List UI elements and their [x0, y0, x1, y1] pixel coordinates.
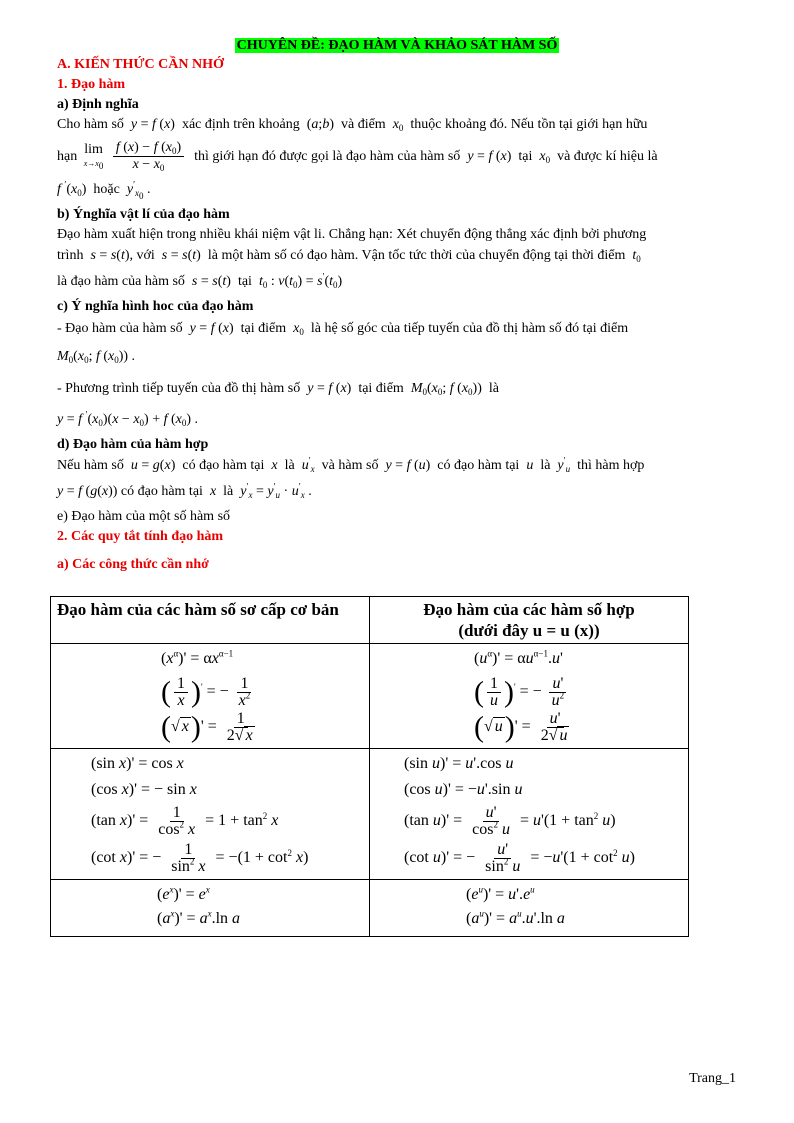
table-row-trig [51, 749, 689, 880]
definition-text-1: Cho hàm số y = f (x) xác định trên khoảng (a;b) và điểm $x_0$ thuộc khoảng đó. Nếu tồn tại giới hạn hữu [57, 117, 648, 133]
cell-exp-composite: $(e^u)' = u'.e^u$ $(a^u)' = a^u.u'.\ln$ a [370, 880, 689, 937]
geometry-text-1: - Đạo hàm của hàm số y = f (x) tại điểm $x_0$ là hệ số góc của tiếp tuyến của đồ thị hàm số đó tại điểm [57, 321, 629, 337]
subsection-formulas: a) Các công thức cần nhớ [57, 557, 209, 572]
subsection-composite: d) Đạo hàm của hàm hợp [57, 437, 209, 452]
subsection-some-functions: e) Đạo hàm của một số hàm số [57, 509, 231, 524]
geometry-text-4: y = f $'(x_0)(x - x_0) + f$ $(x_0)$ . [57, 409, 199, 428]
geometry-text-2: $M_0(x_0$; f $(x_0)$) . [57, 349, 136, 365]
table-header-composite-line2: (dưới đây u = u (x)) [458, 621, 600, 640]
page-number: Trang_1 [689, 1071, 736, 1086]
definition-text-2: hạn lim $x\to x_0$ $\frac{f (x) - f (x_0)}{x - x_0}$ thì giới hạn đó được gọi là đạo hàm của hàm số y = f (x) tại $x_0$ và được kí hiệu là [57, 140, 658, 174]
section-1-heading: 1. Đạo hàm [57, 77, 126, 92]
subsection-physics: b) Ýnghĩa vật lí của đạo hàm [57, 207, 230, 222]
table-header-row [51, 597, 689, 644]
table-row-exp [51, 880, 689, 937]
section-2-heading: 2. Các quy tắt tính đạo hàm [57, 529, 224, 544]
subsection-geometry: c) Ý nghĩa hình hoc của đạo hàm [57, 299, 254, 314]
table-row-power [51, 644, 689, 749]
cell-trig-basic: (sin x)' = cos x (cos x)' = − sin x (tan x)' = $\frac{1}{\cos^2 x}$ = $1 + \tan^2 x$ (cot x)' = − $\frac{1}{\sin^2 x}$ = $-(1 + \cot^2 x)$ [51, 749, 370, 880]
table-header-basic: Đạo hàm của các hàm số sơ cấp cơ bản [51, 597, 370, 644]
cell-trig-composite: (sin u)' = u'.cos u (cos u)' = −u'.sin u (tan u)' = $\frac{u'}{\cos^2 u}$ = $u'(1 + \tan^2 u)$ (cot u)' = − $\frac{u'}{\sin^2 u}$ = $-u'(1 + \cot^2 u)$ [370, 749, 689, 880]
composite-text-2: y = f (g(x)) có đạo hàm tại x là $y'_x = y'_u \cdot u'_x$ . [57, 481, 312, 500]
table-header-composite [370, 597, 689, 644]
geometry-text-3: - Phương trình tiếp tuyến của đồ thị hàm số y = f (x) tại điểm $M_0(x_0$; f $(x_0)$) là [57, 381, 499, 397]
document-title: CHUYÊN ĐỀ: ĐẠO HÀM VÀ KHẢO SÁT HÀM SỐ [236, 38, 558, 53]
section-a-heading: A. KIẾN THỨC CẦN NHỚ [57, 57, 224, 72]
physics-text-1: Đạo hàm xuất hiện trong nhiều khái niệm vật li. Chẳng hạn: Xét chuyển động thẳng xác định bởi phương [57, 227, 647, 242]
physics-text-2: trình s = s(t), với s = s(t) là một hàm số có đạo hàm. Vận tốc tức thời của chuyển động tại thời điểm $t_0$ [57, 248, 641, 264]
cell-exp-basic: $(e^x)' = e^x$ $(a^x)' = a^x.\ln$ a [51, 880, 370, 937]
cell-power-composite: $(u^\alpha)' = \alpha u^{\alpha-1}.u'$ ( $\frac{1}{u}$ )' = − $\frac{u'}{u^2}$ (√ u)' = $\frac{u'}{2√ u}$ [370, 644, 689, 749]
definition-text-3: f $'(x_0)$ hoặc $y'_{x_0}$ . [57, 179, 151, 201]
title-wrap [57, 38, 737, 54]
table-header-composite-line1: Đạo hàm của các hàm số hợp [423, 600, 635, 619]
subsection-definition: a) Định nghĩa [57, 97, 139, 112]
composite-text-1: Nếu hàm số u = g(x) có đạo hàm tại x là $u'_x$ và hàm số y = f (u) có đạo hàm tại u là $y'_u$ thì hàm hợp [57, 455, 645, 474]
derivative-table [50, 596, 689, 937]
physics-text-3: là đạo hàm của hàm số s = s(t) tại $t_0$ : $v(t_0) = s'(t_0)$ [57, 271, 343, 290]
cell-power-basic: $(x^\alpha)' = \alpha x^{\alpha-1}$ ( $\frac{1}{x}$ )' = − $\frac{1}{x^2}$ (√ x)' = $\frac{1}{2√ x}$ [51, 644, 370, 749]
